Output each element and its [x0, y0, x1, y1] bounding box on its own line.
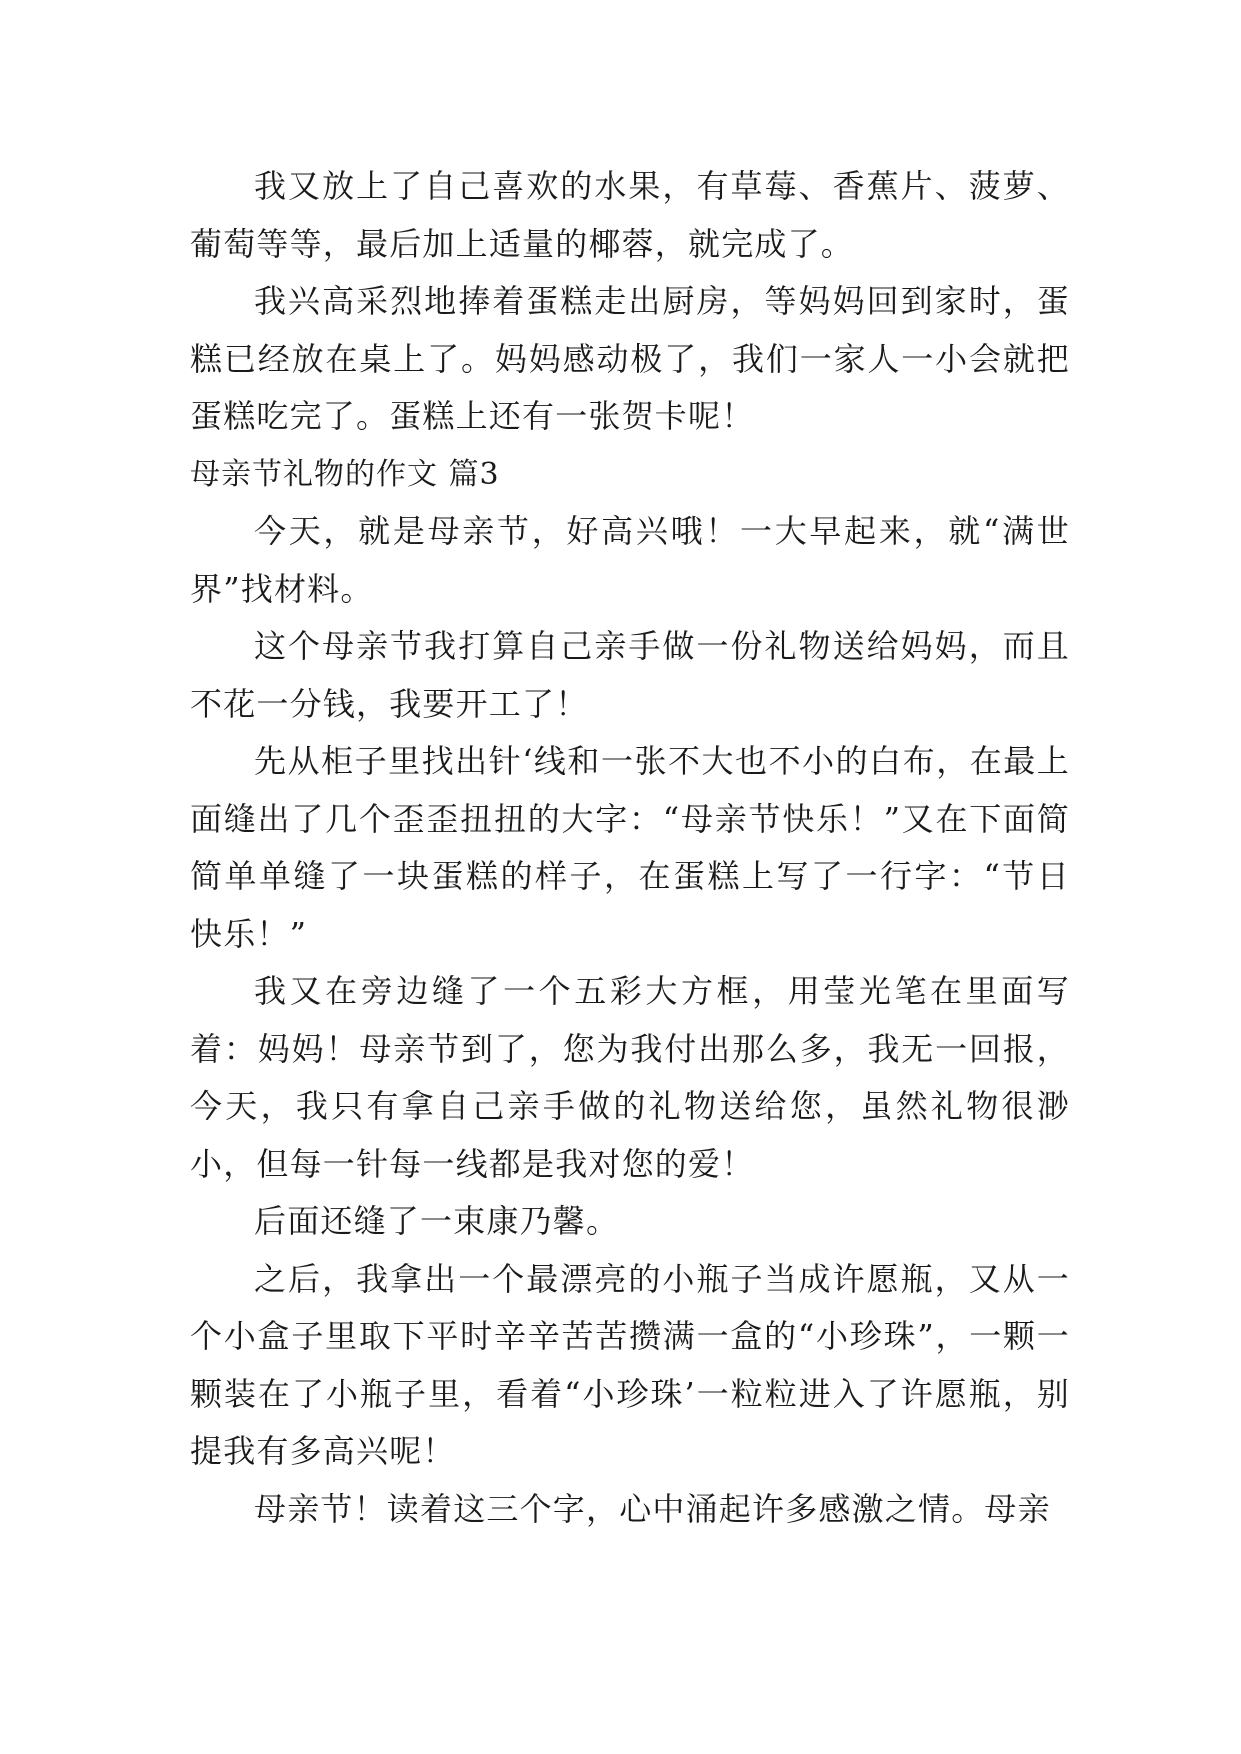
paragraph: 后面还缝了一束康乃馨。 — [254, 1202, 620, 1240]
paragraph: 之后，我拿出一个最漂亮的小瓶子当成许愿瓶，又从一个小盒子里取下平时辛辛苦苦攒满一盒的“小珍珠”，一颗一颗装在了小瓶子里，看着“小珍珠’一粒粒进入了许愿瓶，别提我有多高兴呢！ — [190, 1259, 1070, 1470]
paragraph: 我又在旁边缝了一个五彩大方框，用莹光笔在里面写着：妈妈！母亲节到了，您为我付出那么多，我无一回报，今天，我只有拿自己亲手做的礼物送给您，虽然礼物很渺小，但每一针每一线都是我对您的爱！ — [190, 972, 1070, 1183]
paragraph: 这个母亲节我打算自己亲手做一份礼物送给妈妈，而且不花一分钱，我要开工了！ — [190, 627, 1070, 723]
paragraph: 母亲节！读着这三个字，心中涌起许多感激之情。母亲 — [254, 1489, 1051, 1528]
paragraph: 我兴高采烈地捧着蛋糕走出厨房，等妈妈回到家时，蛋糕已经放在桌上了。妈妈感动极了，我们一家人一小会就把蛋糕吃完了。蛋糕上还有一张贺卡呢！ — [190, 282, 1070, 435]
paragraph: 先从柜子里找出针‘线和一张不大也不小的白布，在最上面缝出了几个歪歪扭扭的大字：“母亲节快乐！”又在下面简简单单缝了一块蛋糕的样子，在蛋糕上写了一行字：“节日快乐！” — [190, 742, 1070, 953]
section-heading: 母亲节礼物的作文 篇3 — [190, 456, 500, 492]
paragraph: 今天，就是母亲节，好高兴哦！一大早起来，就“满世界”找材料。 — [190, 512, 1070, 608]
paragraph: 我又放上了自己喜欢的水果，有草莓、香蕉片、菠萝、葡萄等等，最后加上适量的椰蓉，就完成了。 — [190, 167, 1070, 263]
document-body — [190, 158, 1070, 1538]
